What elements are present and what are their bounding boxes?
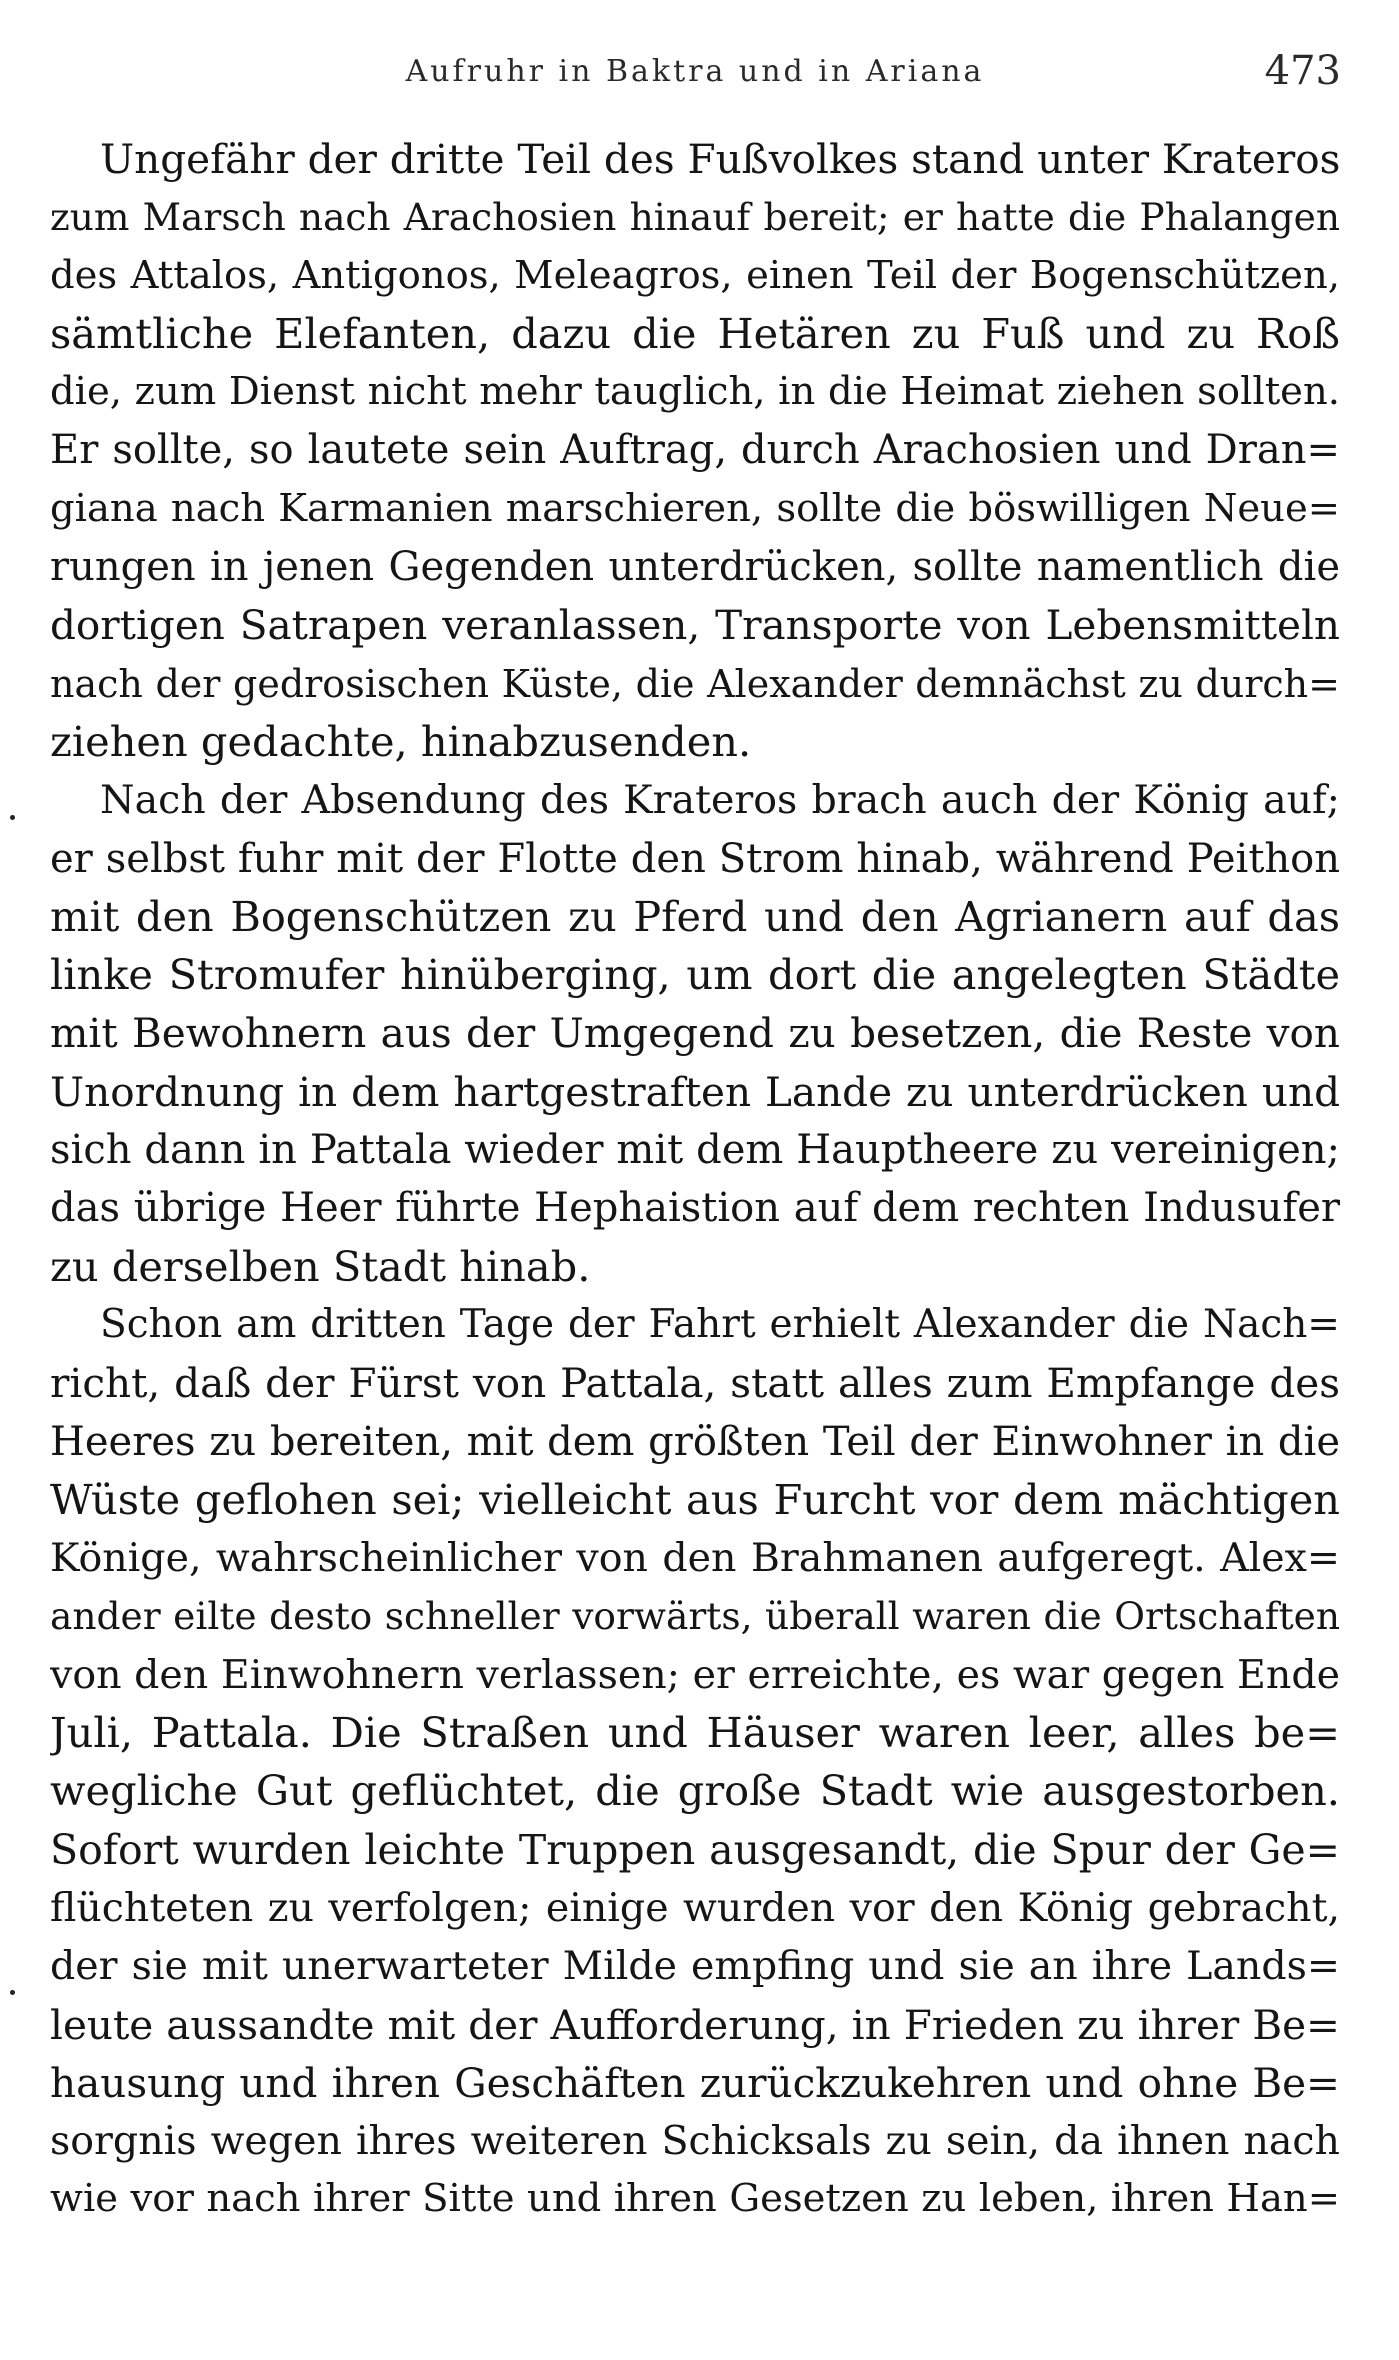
text-line: das übrige Heer führte Hephaistion auf dem rechten Indusufer xyxy=(50,1185,1340,1232)
text-line: des Attalos, Antigonos, Meleagros, einen Teil der Bogenschützen, xyxy=(50,252,1340,298)
text-line: Heeres zu bereiten, mit dem größten Teil der Einwohner in die xyxy=(50,1418,1340,1465)
text-line: Juli, Pattala. Die Straßen und Häuser waren leer, alles be= xyxy=(50,1708,1340,1758)
text-line: Sofort wurden leichte Truppen ausgesandt, die Spur der Ge= xyxy=(50,1825,1340,1874)
text-line: giana nach Karmanien marschieren, sollte die böswilligen Neue= xyxy=(50,485,1340,531)
text-line: mit Bewohnern aus der Umgegend zu besetzen, die Reste von xyxy=(50,1009,1340,1058)
text-line: von den Einwohnern verlassen; er erreichte, es war gegen Ende xyxy=(50,1651,1340,1698)
text-line: wie vor nach ihrer Sitte und ihren Gesetzen zu leben, ihren Han= xyxy=(50,2176,1340,2222)
paragraph-2 xyxy=(50,771,1340,1296)
running-title: Aufruhr in Baktra und in Ariana xyxy=(405,54,985,89)
text-line: der sie mit unerwarteter Milde empfing und sie an ihre Lands= xyxy=(50,1943,1340,1990)
text-line: leute aussandte mit der Aufforderung, in Frieden zu ihrer Be= xyxy=(50,2000,1340,2049)
text-line: zum Marsch nach Arachosien hinauf bereit; er hatte die Phalangen xyxy=(50,195,1340,240)
text-line: richt, daß der Fürst von Pattala, statt alles zum Empfange des xyxy=(50,1359,1340,1408)
text-line: linke Stromufer hinüberging, um dort die angelegten Städte xyxy=(50,950,1340,1000)
text-line: Könige, wahrscheinlicher von den Brahmanen aufgeregt. Alex= xyxy=(50,1535,1340,1582)
text-line: mit den Bogenschützen zu Pferd und den Agrianern auf das xyxy=(50,891,1340,941)
text-line: die, zum Dienst nicht mehr tauglich, in die Heimat ziehen sollten. xyxy=(50,369,1340,415)
text-line: dortigen Satrapen veranlassen, Transporte von Lebensmitteln xyxy=(50,601,1340,650)
text-line: Ungefähr der dritte Teil des Fußvolkes stand unter Krateros xyxy=(100,135,1340,183)
text-line: sorgnis wegen ihres weiteren Schicksals zu sein, da ihnen nach xyxy=(50,2118,1340,2165)
running-header xyxy=(0,40,1399,120)
text-line: hausung und ihren Geschäften zurückzukehren und ohne Be= xyxy=(50,2058,1340,2107)
text-line: er selbst fuhr mit der Flotte den Strom hinab, während Peithon xyxy=(50,835,1340,882)
page-number: 473 xyxy=(1264,48,1341,94)
body-text xyxy=(50,130,1340,2229)
text-line: flüchteten zu verfolgen; einige wurden vor den König gebracht, xyxy=(50,1884,1340,1931)
text-line: wegliche Gut geflüchtet, die große Stadt wie ausgestorben. xyxy=(50,1766,1340,1816)
text-line: sämtliche Elefanten, dazu die Hetären zu Fuß und zu Roß xyxy=(50,308,1340,358)
margin-dot xyxy=(10,815,15,820)
text-line: Schon am dritten Tage der Fahrt erhielt Alexander die Nach= xyxy=(100,1301,1340,1347)
text-line: ander eilte desto schneller vorwärts, überall waren die Ortschaften xyxy=(50,1594,1340,1639)
text-line: nach der gedrosischen Küste, die Alexander demnächst zu durch= xyxy=(50,661,1340,706)
text-line: Nach der Absendung des Krateros brach auch der König auf; xyxy=(100,777,1340,824)
paragraph-3 xyxy=(50,1296,1340,2229)
text-line: Wüste geflohen sei; vielleicht aus Furcht vor dem mächtigen xyxy=(50,1474,1340,1524)
text-line: ziehen gedachte, hinabzusenden. xyxy=(50,716,752,766)
text-line: Er sollte, so lautete sein Auftrag, durch Arachosien und Dran= xyxy=(50,427,1340,474)
text-line: sich dann in Pattala wieder mit dem Hauptheere zu vereinigen; xyxy=(50,1127,1340,1174)
paragraph-1 xyxy=(50,130,1340,771)
margin-dot xyxy=(10,1990,15,1995)
text-line: zu derselben Stadt hinab. xyxy=(50,1241,591,1291)
text-line: Unordnung in dem hartgestraften Lande zu unterdrücken und xyxy=(50,1067,1340,1116)
text-line: rungen in jenen Gegenden unterdrücken, sollte namentlich die xyxy=(50,544,1340,591)
